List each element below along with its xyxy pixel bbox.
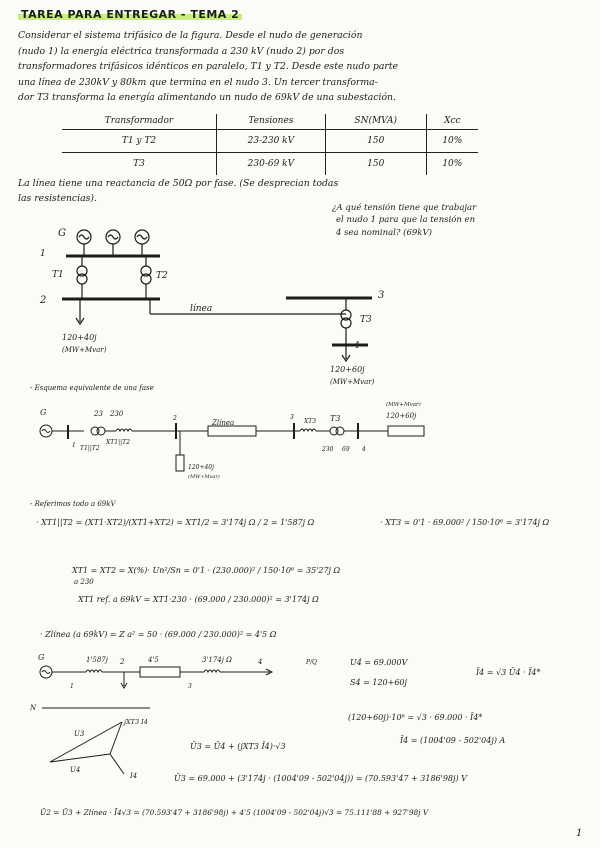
load-4-unit: (MW+Mvar)	[330, 378, 375, 386]
table-header-row	[62, 114, 478, 130]
page-title: TAREA PARA ENTREGAR - TEMA 2	[18, 8, 242, 21]
eq-label-node-2: 2	[173, 415, 177, 422]
transformer-table	[62, 114, 478, 175]
problem-line: una línea de 230kV y 80km que termina en el nudo 3. Un tercer transforma-	[18, 76, 378, 88]
equation-u2: Ū2 = Ū3 + Zlínea · Ī4√3 = (70.593'47 + 3186'98j) + 4'5 (1004'09 - 502'04j)√3 = 75.111'88 + 927'98j V	[40, 808, 429, 817]
question-line: ¿A qué tensión tiene que trabajar	[332, 203, 477, 213]
question-line: 4 sea nominal? (69kV)	[336, 228, 432, 238]
table-cell: 230-69 kV	[216, 153, 325, 176]
label-t2: T2	[156, 271, 168, 281]
table-cell: T1 y T2	[121, 136, 157, 146]
phasor-diagram	[30, 698, 190, 780]
question-line: el nudo 1 para que la tensión en	[336, 215, 476, 225]
table-cell: 10%	[426, 130, 478, 153]
line-reactance-note-2: las resistencias).	[18, 193, 98, 204]
table-header: Tensiones	[216, 114, 325, 130]
table-header: SN(MVA)	[325, 114, 426, 130]
equation-zlinea: · Zlínea (a 69kV) = Z a² = 50 · (69.000 / 230.000)² = 4'5 Ω	[40, 630, 277, 639]
circuit-label-z: 4'5	[148, 656, 159, 664]
table-cell: 150	[325, 130, 426, 153]
problem-line: dor T3 transforma la energía alimentando un nudo de 69kV de una subestación.	[18, 92, 397, 103]
eq-label-node-4: 4	[362, 446, 366, 453]
equation-xt3: · XT3 = 0'1 · 69.000² / 150·10⁶ = 3'174j Ω	[380, 518, 550, 527]
eq-label-v230: 230	[110, 410, 124, 418]
label-node-1: 1	[40, 249, 46, 259]
eq-label-node-1: 1	[72, 442, 76, 449]
circuit-label-node-1: 1	[70, 683, 74, 690]
rhs-s4: S4 = 120+60j	[350, 678, 407, 687]
rhs-i4: Ī4 = (1004'09 - 502'04j) A	[400, 736, 506, 745]
phasor-label-u3: U3	[74, 730, 85, 738]
table-cell: 150	[325, 153, 426, 176]
section-equivalent: - Esquema equivalente de una fase	[30, 384, 154, 392]
rhs-u4: U4 = 69.000V	[350, 658, 408, 667]
phasor-label-n: N	[30, 704, 37, 712]
label-t1: T1	[52, 270, 64, 280]
eq-label-zlinea: Zlínea	[212, 419, 235, 427]
eq-label-v230b: 230	[322, 446, 334, 453]
system-diagram	[0, 222, 600, 392]
label-node-3: 3	[378, 290, 385, 301]
circuit-label-g: G	[38, 653, 45, 662]
equation-xt1-ref: XT1 ref. a 69kV = XT1·230 · (69.000 / 230.000)² = 3'174j Ω	[78, 595, 319, 604]
table-header: Transformador	[104, 116, 174, 126]
rhs-s4-full: (120+60j)·10⁶ = √3 · 69.000 · Ī4*	[348, 713, 483, 722]
eq-label-t12: T1||T2	[80, 445, 100, 452]
table-row	[62, 130, 478, 153]
eq-load2: 120+40j	[188, 464, 214, 471]
page-number: 1	[576, 828, 583, 839]
rhs-i4-eq: Ī4 = √3 Ū4 · Ī4*	[476, 668, 541, 677]
label-t3: T3	[360, 315, 372, 325]
circuit-label-node-4: 4	[258, 658, 263, 666]
label-generator: G	[58, 228, 66, 239]
circuit-label-node-2: 2	[120, 658, 125, 666]
phasor-label-i4: I4	[130, 772, 138, 780]
equation-u3b: Ū3 = 69.000 + (3'174j · (1004'09 - 502'04j)) = (70.593'47 + 3186'98j) V	[174, 774, 467, 783]
load-4: 120+60j	[330, 365, 365, 374]
equation-xt1-sub: a 230	[74, 578, 94, 586]
eq-label-xt12: XT1||T2	[106, 439, 130, 446]
section-refer: - Referimos todo a 69kV	[30, 500, 116, 508]
circuit-label-node-3: 3	[188, 683, 192, 690]
circuit-label-x3: 3'174j Ω	[202, 656, 232, 664]
table-cell: T3	[133, 159, 145, 169]
problem-line: (nudo 1) la energía eléctrica transformada a 230 kV (nudo 2) por dos	[18, 45, 345, 57]
circuit-label-x1: 1'587j	[86, 656, 108, 664]
eq-load4-unit: (MW+Mvar)	[386, 402, 421, 408]
table-cell: 10%	[426, 153, 478, 176]
circuit-label-pq: P/Q	[306, 659, 317, 666]
table-cell: 23-230 kV	[216, 130, 325, 153]
eq-label-v69: 69	[342, 446, 350, 453]
table-header: Xcc	[426, 114, 478, 130]
eq-load2-unit: (MW+Mvar)	[188, 474, 220, 480]
label-linea: línea	[190, 304, 213, 314]
eq-label-xt3: XT3	[304, 418, 317, 425]
eq-label-generator: G	[40, 408, 47, 417]
problem-line: Considerar el sistema trifásico de la figura. Desde el nudo de generación	[18, 30, 363, 41]
label-node-2: 2	[40, 295, 47, 306]
load-2: 120+40j	[62, 333, 97, 342]
reduced-circuit	[0, 648, 340, 696]
equation-xt12: · XT1||T2 = (XT1·XT2)/(XT1+XT2) = XT1/2 = 3'174j Ω / 2 = 1'587j Ω	[36, 518, 315, 527]
eq-label-t3: T3	[330, 414, 341, 423]
table-row	[62, 153, 478, 176]
equation-u3a: Ū3 = Ū4 + (jXT3 Ī4)·√3	[190, 742, 286, 751]
eq-label-v23: 23	[94, 410, 103, 418]
label-node-4: 4	[354, 341, 360, 351]
eq-load4: 120+60j	[386, 412, 417, 420]
phasor-label-u4: U4	[70, 766, 81, 774]
problem-statement	[18, 28, 586, 106]
equivalent-diagram	[0, 395, 600, 487]
phasor-label-xi: jXT3 I4	[124, 718, 148, 726]
problem-line: transformadores trifásicos idénticos en paralelo, T1 y T2. Desde este nudo parte	[18, 61, 399, 72]
eq-label-node-3: 3	[290, 414, 294, 421]
equation-xt1: XT1 = XT2 = X(%)· Un²/Sn = 0'1 · (230.000)² / 150·10⁶ = 35'27j Ω	[72, 566, 341, 575]
line-reactance-note: La línea tiene una reactancia de 50Ω por fase. (Se desprecian todas	[18, 178, 339, 189]
load-2-unit: (MW+Mvar)	[62, 346, 107, 354]
